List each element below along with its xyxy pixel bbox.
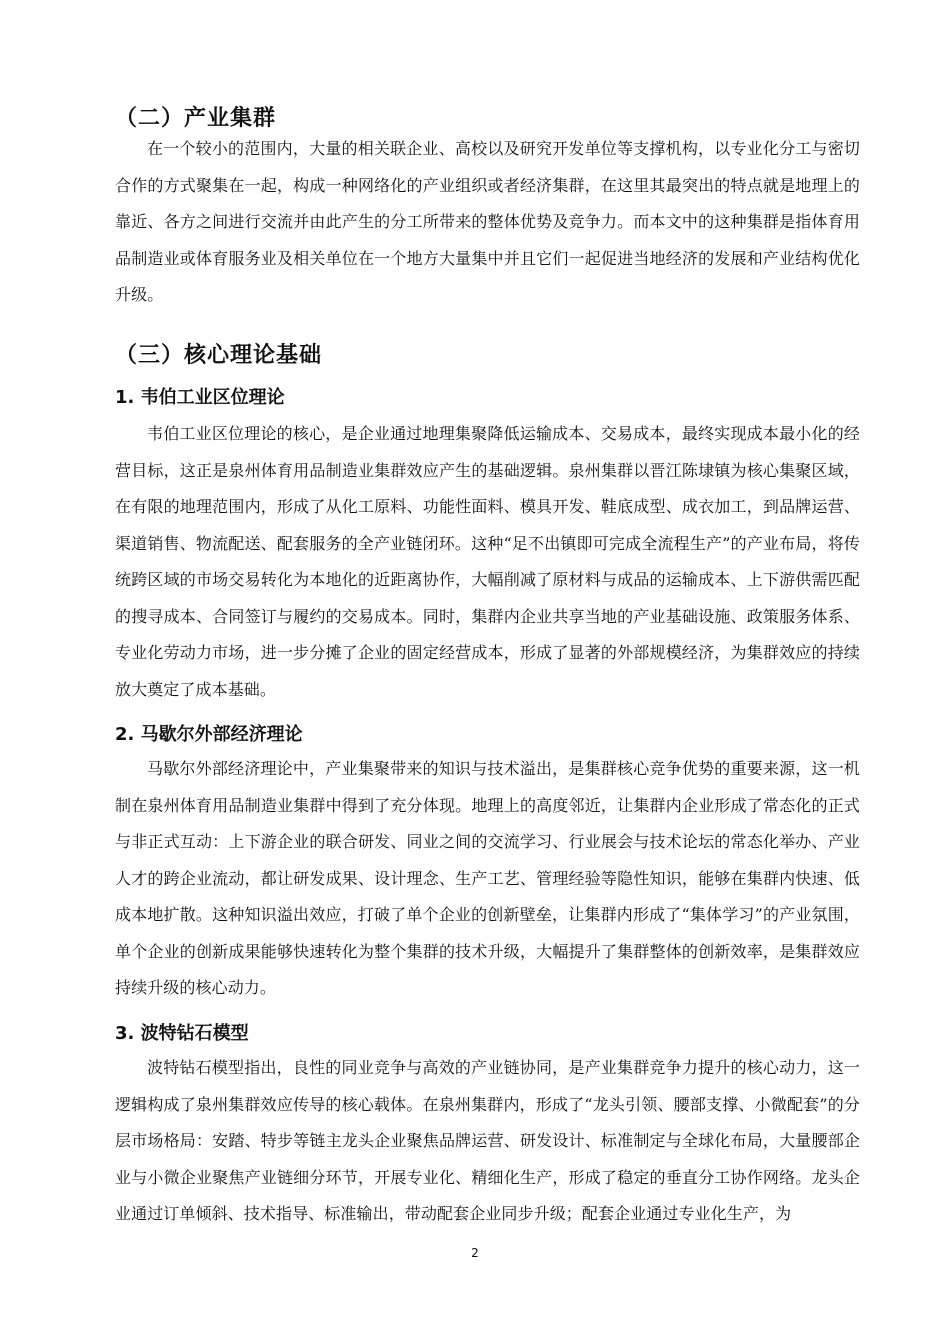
section-heading-theory: （三）核心理论基础 [115,343,323,368]
section-heading-cluster: （二）产业集群 [115,106,277,131]
paragraph-porter: 波特钻石模型指出，良性的同业竞争与高效的产业链协同，是产业集群竞争力提升的核心动力，这一逻辑构成了泉州集群效应传导的核心载体。在泉州集群内，形成了“龙头引领、腰部支撑、小微配套”的分层市场格局：安踏、特步等链主龙头企业聚焦品牌运营、研发设计、标准制定与全球化布局，大量腰部企业与小微企业聚焦产业链细分环节，开展专业化、精细化生产，形成了稳定的垂直分工协作网络。龙头企业通过订单倾斜、技术指导、标准输出，带动配套企业同步升级；配套企业通过专业化生产，为 [115,1058,860,1223]
page-number: 2 [471,1246,479,1260]
subheading-weber: 1. 韦伯工业区位理论 [115,387,285,408]
paragraph-marshall: 马歇尔外部经济理论中，产业集聚带来的知识与技术溢出，是集群核心竞争优势的重要来源，这一机制在泉州体育用品制造业集群中得到了充分体现。地理上的高度邻近，让集群内企业形成了常态化的正式与非正式互动：上下游企业的联合研发、同业之间的交流学习、行业展会与技术论坛的常态化举办、产业人才的跨企业流动，都让研发成果、设计理念、生产工艺、管理经验等隐性知识，能够在集群内快速、低成本地扩散。这种知识溢出效应，打破了单个企业的创新壁垒，让集群内形成了“集体学习”的产业氛围，单个企业的创新成果能够快速转化为整个集群的技术升级，大幅提升了集群整体的创新效率，是集群效应持续升级的核心动力。 [115,759,860,997]
paragraph-cluster: 在一个较小的范围内，大量的相关联企业、高校以及研究开发单位等支撑机构，以专业化分工与密切合作的方式聚集在一起，构成一种网络化的产业组织或者经济集群，在这里其最突出的特点就是地理上的靠近、各方之间进行交流并由此产生的分工所带来的整体优势及竞争力。而本文中的这种集群是指体育用品制造业或体育服务业及相关单位在一个地方大量集中并且它们一起促进当地经济的发展和产业结构优化升级。 [115,139,860,304]
subheading-marshall: 2. 马歇尔外部经济理论 [115,724,303,745]
paragraph-weber: 韦伯工业区位理论的核心，是企业通过地理集聚降低运输成本、交易成本，最终实现成本最小化的经营目标，这正是泉州体育用品制造业集群效应产生的基础逻辑。泉州集群以晋江陈埭镇为核心集聚区域，在有限的地理范围内，形成了从化工原料、功能性面料、模具开发、鞋底成型、成衣加工，到品牌运营、渠道销售、物流配送、配套服务的全产业链闭环。这种“足不出镇即可完成全流程生产”的产业布局，将传统跨区域的市场交易转化为本地化的近距离协作，大幅削减了原材料与成品的运输成本、上下游供需匹配的搜寻成本、合同签订与履约的交易成本。同时，集群内企业共享当地的产业基础设施、政策服务体系、专业化劳动力市场，进一步分摊了企业的固定经营成本，形成了显著的外部规模经济，为集群效应的持续放大奠定了成本基础。 [115,424,860,699]
subheading-porter: 3. 波特钻石模型 [115,1023,249,1044]
